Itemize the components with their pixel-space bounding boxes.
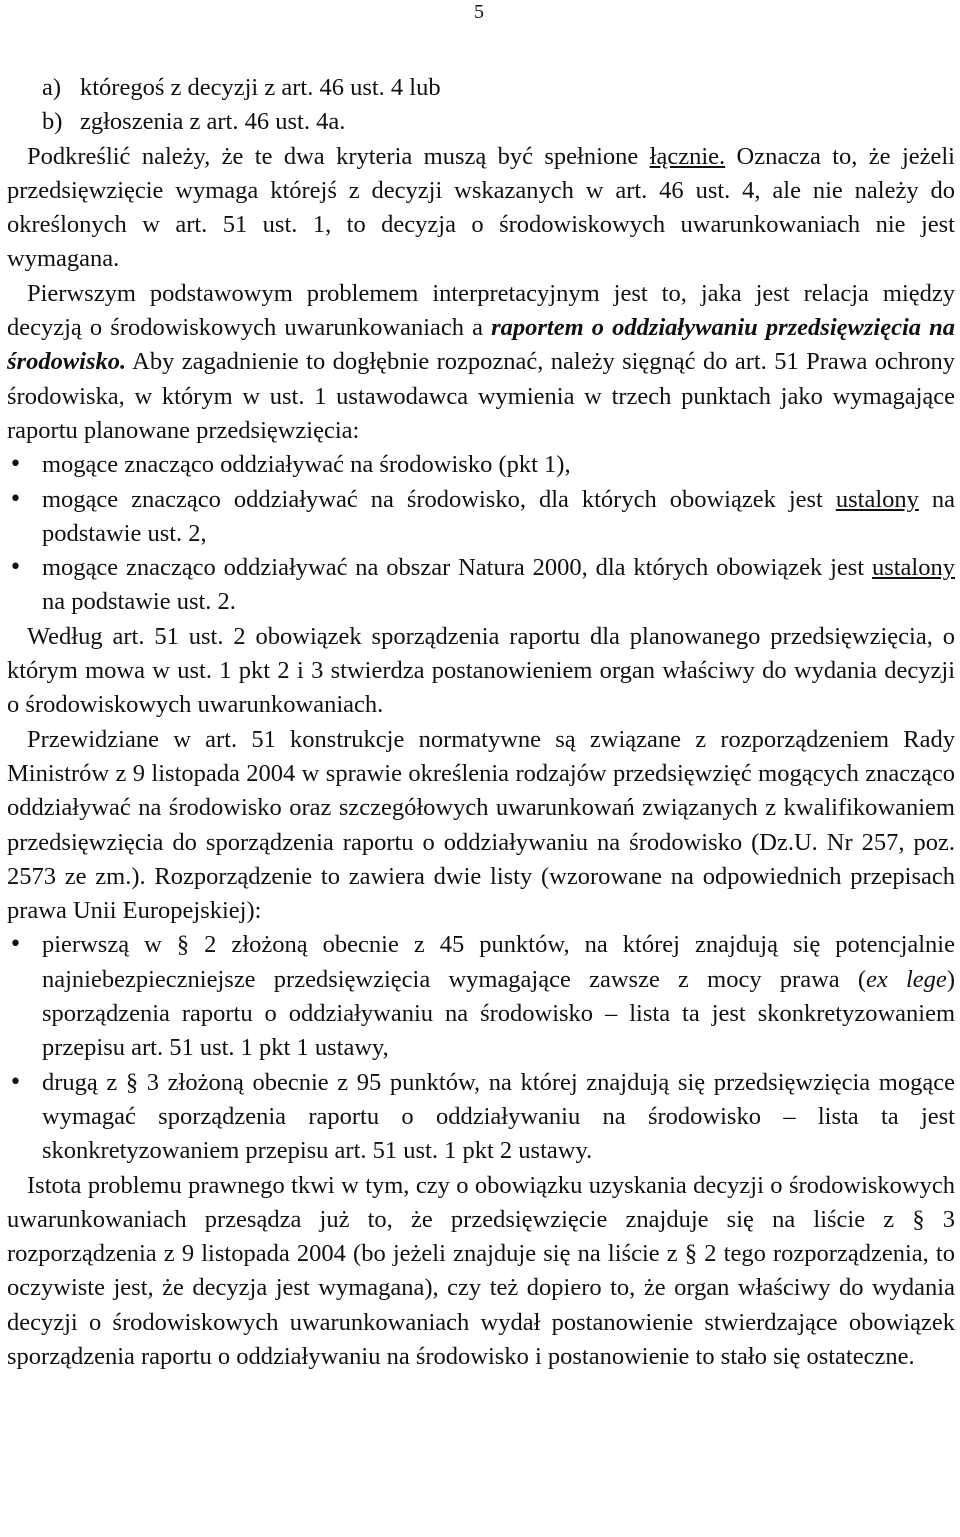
list-item-text: na podstawie ust. 2.: [42, 588, 236, 616]
list-item-text: mogące znacząco oddziaływać na obszar Natura 2000, dla których obowiązek jest: [42, 554, 872, 582]
bullet-list: [7, 928, 955, 1168]
paragraph: Według art. 51 ust. 2 obowiązek sporządzenia raportu dla planowanego przedsięwzięcia, o którym mowa w ust. 1 pkt 2 i 3 stwierdza postanowieniem organ właściwy do wydania decyzji o środowiskowych uwarunkowaniach.: [7, 622, 955, 719]
underlined-text: ustalony: [871, 554, 955, 582]
bullet-list: [7, 448, 955, 619]
list-item: [7, 483, 955, 552]
emphasized-text: raportem o oddziaływaniu przedsięwzięcia na środowisko.: [7, 314, 955, 376]
list-item: [42, 105, 955, 139]
paragraph: [7, 140, 955, 277]
list-item: • drugą z § 3 złożoną obecnie z 95 punktów, na której znajdują się przedsięwzięcia mogące wymagać sporządzenia raportu o oddziaływaniu na środowisko – lista ta jest skonkretyzowaniem przepisu art. 51 ust. 1 pkt 2 ustawy.: [7, 1066, 955, 1169]
list-item-text: mogące znacząco oddziaływać na środowisko (pkt 1),: [42, 451, 571, 479]
list-item-text: na podstawie ust. 2,: [42, 485, 956, 547]
list-item-text: pierwszą w § 2 złożoną obecnie z 45 punktów, na której znajdują się potencjalnie najniebezpieczniejsze przedsięwzięcia wymagające zawsze z mocy prawa (: [42, 931, 955, 993]
paragraph-text: Podkreślić należy, że te dwa kryteria muszą być spełnione: [27, 142, 650, 170]
document-body: [7, 71, 955, 1374]
list-item-text: mogące znacząco oddziaływać na środowisko, dla których obowiązek jest: [42, 485, 836, 513]
list-item-text: któregoś z decyzji z art. 46 ust. 4 lub: [80, 74, 441, 101]
paragraph-text: Aby zagadnienie to dogłębnie rozpoznać, należy sięgnąć do art. 51 Prawa ochrony środowiska, w którym w ust. 1 ustawodawca wymienia w trzech punktach jako wymagające raportu planowane przedsięwzięcia:: [7, 348, 955, 444]
list-marker: b): [42, 108, 63, 136]
list-item: [42, 71, 955, 105]
underlined-text: łącznie.: [649, 142, 726, 170]
list-item: [7, 551, 955, 620]
criteria-list: [7, 71, 955, 140]
paragraph-text: Pierwszym podstawowym problemem interpretacyjnym jest to, jaka jest relacja między decyzją o środowiskowych uwarunkowaniach a: [7, 279, 955, 342]
list-item: [7, 928, 955, 1065]
list-item-text: zgłoszenia z art. 46 ust. 4a.: [80, 108, 346, 136]
underlined-text: ustalony: [835, 485, 919, 513]
list-marker: a): [42, 74, 62, 101]
paragraph-text: Oznacza to, że jeżeli przedsięwzięcie wymaga którejś z decyzji wskazanych w art. 46 ust. 4, ale nie należy do określonych w art. 51 ust. 1, to decyzja o środowiskowych uwarunkowaniach nie jest wymagana.: [7, 142, 955, 273]
paragraph: Istota problemu prawnego tkwi w tym, czy o obowiązku uzyskania decyzji o środowiskowych uwarunkowaniach przesądza już to, że przedsięwzięcie znajduje się na liście z § 3 rozporządzenia z 9 listopada 2004 (bo jeżeli znajduje się na liście z § 2 tego rozporządzenia, to oczywiste jest, że decyzja jest wymagana), czy też dopiero to, że organ właściwy do wydania decyzji o środowiskowych uwarunkowaniach wydał postanowienie stwierdzające obowiązek sporządzenia raportu o oddziaływaniu na środowisko i postanowienie to stało się ostateczne.: [7, 1171, 955, 1370]
list-item: [7, 448, 955, 482]
page-number: 5: [474, 1, 484, 23]
list-item-text: ) sporządzenia raportu o oddziaływaniu na środowisko – lista ta jest skonkretyzowaniem przepisu art. 51 ust. 1 pkt 1 ustawy,: [42, 965, 955, 1062]
italic-text: ex lege: [866, 965, 947, 993]
paragraph: [7, 277, 955, 448]
paragraph: Przewidziane w art. 51 konstrukcje normatywne są związane z rozporządzeniem Rady Ministrów z 9 listopada 2004 w sprawie określenia rodzajów przedsięwzięć mogących znacząco oddziaływać na środowisko oraz szczegółowych uwarunkowań związanych z kwalifikowaniem przedsięwzięcia do sporządzenia raportu o oddziaływaniu na środowisko (Dz.U. Nr 257, poz. 2573 ze zm.). Rozporządzenie to zawiera dwie listy (wzorowane na odpowiednich przepisach prawa Unii Europejskiej):: [7, 725, 955, 925]
